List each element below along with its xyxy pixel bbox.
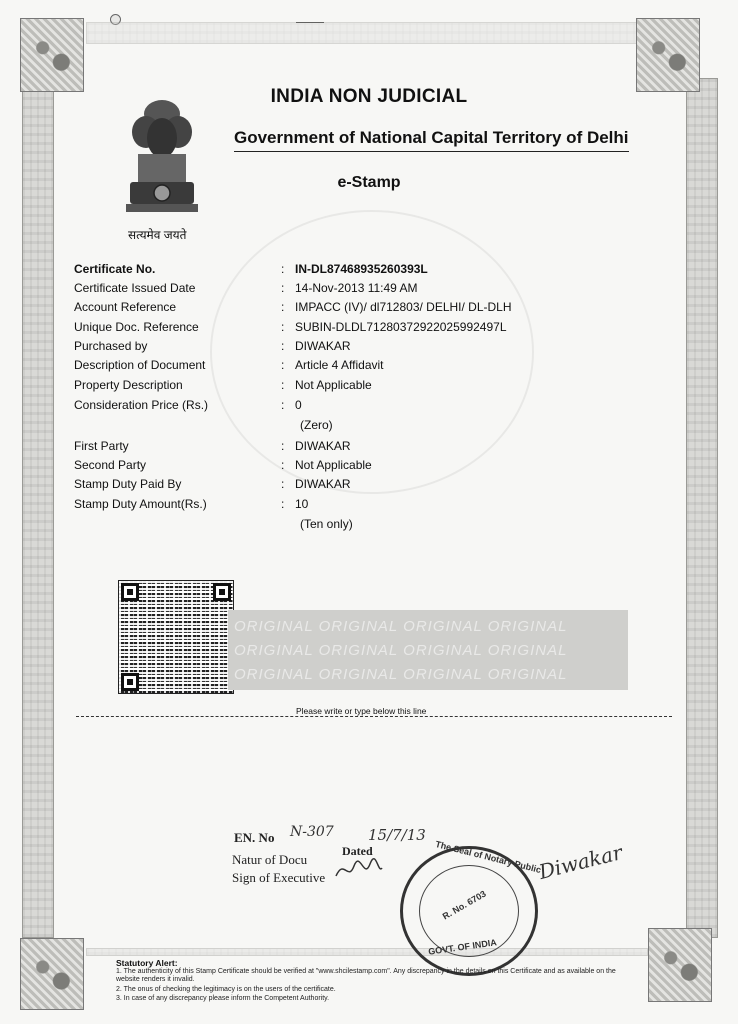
- field-separator: :: [281, 320, 285, 334]
- second-party-value: Not Applicable: [295, 458, 372, 472]
- field-separator: :: [281, 439, 285, 453]
- initials-scribble-icon: [334, 856, 384, 884]
- header-government: Government of National Capital Territory of Delhi: [234, 128, 629, 152]
- certificate-no-value: IN-DL87468935260393L: [295, 262, 428, 276]
- account-reference-value: IMPACC (IV)/ dl712803/ DELHI/ DL-DLH: [295, 300, 512, 314]
- security-band-text: ORIGINAL ORIGINAL ORIGINAL ORIGINAL: [234, 666, 568, 683]
- seal-center-text: R. No. 6703: [440, 888, 488, 922]
- field-separator: :: [281, 339, 285, 353]
- stamp-duty-amount-value: 10: [295, 497, 309, 511]
- national-emblem-icon: [120, 92, 204, 222]
- emblem-motto: सत्यमेव जयते: [128, 228, 187, 242]
- corner-ornament-top-right: [636, 18, 700, 92]
- field-separator: :: [281, 262, 285, 276]
- emblem-watermark: [210, 210, 534, 494]
- seal-bottom-text: GOVT. OF INDIA: [427, 937, 498, 957]
- security-band-text: ORIGINAL ORIGINAL ORIGINAL ORIGINAL: [234, 618, 568, 635]
- certificate-no-label: Certificate No.: [74, 262, 156, 276]
- field-separator: :: [281, 300, 285, 314]
- account-reference-label: Account Reference: [74, 300, 177, 314]
- stamp-duty-amount-words: (Ten only): [300, 517, 353, 531]
- stamp-duty-amount-label: Stamp Duty Amount(Rs.): [74, 497, 207, 511]
- qr-finder-mark: [121, 673, 139, 691]
- qr-finder-mark: [121, 583, 139, 601]
- write-below-note: Please write or type below this line: [296, 706, 427, 716]
- field-separator: :: [281, 458, 285, 472]
- stamp-duty-paid-by-value: DIWAKAR: [295, 477, 351, 491]
- property-description-value: Not Applicable: [295, 378, 372, 392]
- issued-date-value: 14-Nov-2013 11:49 AM: [295, 281, 418, 295]
- stamp-duty-paid-by-label: Stamp Duty Paid By: [74, 477, 182, 491]
- field-separator: :: [281, 281, 285, 295]
- first-party-value: DIWAKAR: [295, 439, 351, 453]
- consideration-price-value: 0: [295, 398, 302, 412]
- qr-finder-mark: [213, 583, 231, 601]
- field-separator: :: [281, 378, 285, 392]
- sign-of-executive-label: Sign of Executive: [232, 870, 326, 885]
- purchased-by-label: Purchased by: [74, 339, 148, 353]
- endorsement-number-label: EN. No: [234, 830, 275, 845]
- top-border: [86, 22, 640, 44]
- corner-ornament-bottom-left: [20, 938, 84, 1010]
- signature-handwritten: Diwakar: [536, 840, 625, 884]
- endorsement-number-handwritten: N-307: [290, 824, 334, 840]
- corner-ornament-bottom-right: [648, 928, 712, 1002]
- description-value: Article 4 Affidavit: [295, 358, 384, 372]
- statutory-alert-item: 2. The onus of checking the legitimacy is on the users of the certificate.: [116, 986, 336, 993]
- date-handwritten: 15/7/13: [368, 826, 426, 844]
- security-band-text: ORIGINAL ORIGINAL ORIGINAL ORIGINAL: [234, 642, 568, 659]
- right-border: [686, 78, 718, 938]
- left-border: [22, 78, 54, 938]
- write-below-line: [76, 716, 672, 717]
- bottom-border: [86, 948, 648, 956]
- statutory-alert-title: Statutory Alert:: [116, 958, 178, 968]
- field-separator: :: [281, 497, 285, 511]
- statutory-alert-item: 1. The authenticity of this Stamp Certificate should be verified at "www.shcilestamp.com". Any discrepancy in the details on this Certificate and as available on the website renders it invalid.: [116, 968, 616, 983]
- second-party-label: Second Party: [74, 458, 147, 472]
- field-separator: :: [281, 477, 285, 491]
- unique-doc-reference-value: SUBIN-DLDL71280372922025992497L: [295, 320, 507, 334]
- description-label: Description of Document: [74, 358, 206, 372]
- first-party-label: First Party: [74, 439, 129, 453]
- seal-top-text: The Seal of Notary Public: [434, 839, 543, 875]
- property-description-label: Property Description: [74, 378, 183, 392]
- statutory-alert-item: 3. In case of any discrepancy please inform the Competent Authority.: [116, 995, 330, 1002]
- header-e-stamp: e-Stamp: [337, 174, 401, 191]
- dated-label: Dated: [342, 844, 373, 858]
- qr-code-icon: [118, 580, 234, 694]
- field-separator: :: [281, 358, 285, 372]
- purchased-by-value: DIWAKAR: [295, 339, 351, 353]
- nature-of-document-label: Natur of Docu: [232, 852, 308, 867]
- unique-doc-reference-label: Unique Doc. Reference: [74, 320, 199, 334]
- header-title: INDIA NON JUDICIAL: [270, 86, 468, 107]
- corner-ornament-top-left: [20, 18, 84, 92]
- field-separator: :: [281, 398, 285, 412]
- issued-date-label: Certificate Issued Date: [74, 281, 196, 295]
- consideration-price-label: Consideration Price (Rs.): [74, 398, 209, 412]
- consideration-price-words: (Zero): [300, 418, 333, 432]
